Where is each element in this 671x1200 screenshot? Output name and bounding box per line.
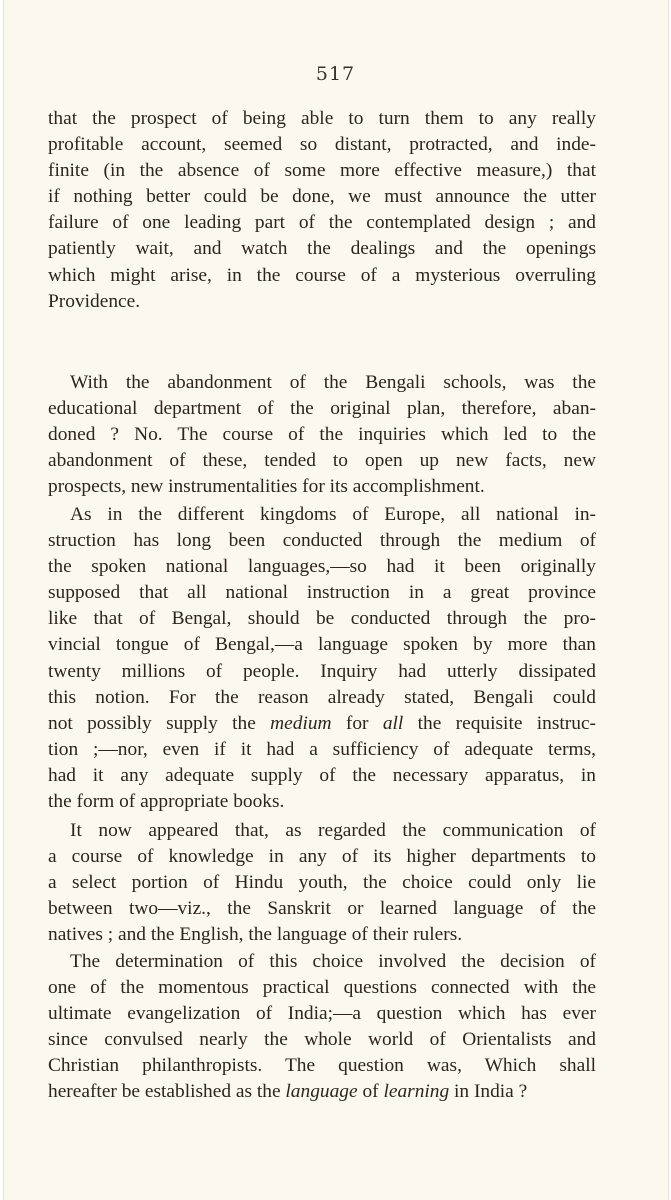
text-line: not possibly supply the medium for all the requisite instruc- [48, 712, 597, 734]
text-line: vincial tongue of Bengal,—a language spoken by more than [48, 634, 596, 656]
text-line: like that of Bengal, should be conducted through the pro- [48, 608, 596, 630]
paragraph-5 [48, 949, 596, 1106]
text-line: that the prospect of being able to turn them to any really [48, 108, 596, 129]
text-line: The determination of this choice involved the decision of [70, 951, 596, 972]
text-line: this notion. For the reason already stated, Bengali could [48, 686, 596, 708]
text-line: a select portion of Hindu youth, the choice could only lie [48, 872, 596, 894]
text-line: failure of one leading part of the contemplated design ; and [48, 212, 596, 234]
text-line: prospects, new instrumentalities for its accomplishment. [48, 476, 485, 498]
text-line: struction has long been conducted through the medium of [48, 530, 596, 552]
paragraph-3 [48, 502, 596, 815]
text-line: doned ? No. The course of the inquiries which led to the [48, 424, 596, 446]
text-line: tion ;—nor, even if it had a sufficiency of adequate terms, [48, 738, 596, 760]
text-line: patiently wait, and watch the dealings and the openings [48, 238, 596, 260]
text-line: which might arise, in the course of a mysterious overruling [48, 264, 596, 286]
paragraph-4 [48, 818, 596, 948]
text-line: the spoken national languages,—so had it been originally [48, 556, 596, 578]
page-number: 517 [315, 63, 356, 85]
text-line: if nothing better could be done, we must announce the utter [48, 186, 596, 208]
text-line: As in the different kingdoms of Europe, all national in- [70, 504, 596, 525]
text-line: finite (in the absence of some more effective measure,) that [48, 160, 596, 182]
text-line: a course of knowledge in any of its higher departments to [48, 846, 596, 868]
text-line: had it any adequate supply of the necessary apparatus, in [48, 764, 596, 786]
text-line: Providence. [48, 290, 141, 312]
text-line: the form of appropriate books. [48, 791, 285, 813]
text-line: supposed that all national instruction in a great province [48, 582, 596, 604]
text-line: abandonment of these, tended to open up new facts, new [48, 450, 596, 472]
text-line: profitable account, seemed so distant, protracted, and inde- [48, 134, 596, 156]
paragraph-1 [48, 106, 596, 315]
text-line: natives ; and the English, the language of their rulers. [48, 924, 463, 946]
text-line: ultimate evangelization of India;—a question which has ever [48, 1003, 596, 1025]
text-line: Christian philanthropists. The question was, Which shall [48, 1055, 596, 1077]
text-line: one of the momentous practical questions connected with the [48, 977, 596, 999]
text-line: It now appeared that, as regarded the communication of [70, 820, 596, 841]
text-line: hereafter be established as the language of learning in India ? [48, 1081, 528, 1103]
text-line: between two—viz., the Sanskrit or learned language of the [48, 898, 596, 920]
text-line: since convulsed nearly the whole world of Orientalists and [48, 1029, 596, 1051]
text-line: educational department of the original plan, therefore, aban- [48, 398, 596, 420]
text-line: twenty millions of people. Inquiry had utterly dissipated [48, 660, 596, 682]
paragraph-2 [48, 370, 596, 500]
text-line: With the abandonment of the Bengali schools, was the [70, 372, 596, 393]
